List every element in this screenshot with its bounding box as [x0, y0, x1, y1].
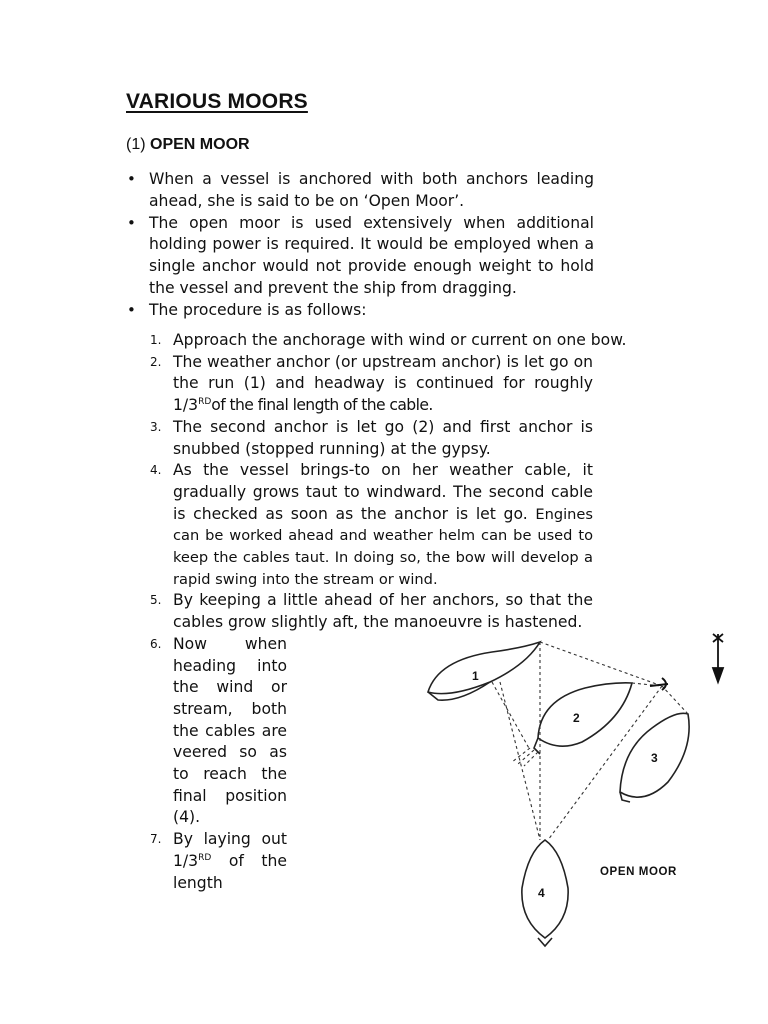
step-text: By keeping a little ahead of her anchors, so that the cables grow slightly aft, the manoeuvre is hastened. [173, 591, 593, 632]
step-number: 1. [150, 333, 162, 347]
cable-line [492, 682, 530, 750]
step-number: 5. [150, 593, 162, 608]
step-text: The weather anchor (or upstream anchor) is let go on the run (1) and headway is continued for roughly 1/3 [173, 352, 593, 415]
cable-line [524, 752, 538, 766]
step-superscript: RD [198, 396, 212, 407]
cable-line [518, 750, 534, 764]
step-item [150, 352, 593, 417]
bullet-item: • The procedure is as follows: [126, 300, 594, 322]
section-heading [126, 136, 250, 154]
vessel-position-4: 4 [538, 886, 545, 900]
cable-line [662, 686, 688, 714]
step-text: The second anchor is let go (2) and first anchor is snubbed (stopped running) at the gypsy. [173, 417, 593, 458]
cable-line [548, 686, 662, 840]
bullet-list [126, 169, 594, 322]
step-item [150, 330, 683, 352]
open-moor-diagram [400, 620, 730, 955]
bullet-item: • The open moor is used extensively when additional holding power is required. It would be employed when a single anchor would not provide enough weight to hold the vessel and prevent the ship from dragging. [126, 213, 594, 300]
vessel-stern-4 [538, 938, 552, 946]
step-text: By laying out 1/3 [173, 830, 287, 870]
step-number: 2. [150, 354, 162, 369]
cable-line [500, 682, 540, 840]
step-text: Now when heading into the wind or stream, both the cables are veered so as to reach the final position (4). [173, 634, 287, 827]
step-text: of the length [173, 851, 287, 892]
diagram-caption: OPEN MOOR [600, 866, 677, 878]
step-superscript: RD [198, 852, 212, 863]
step-item [150, 634, 287, 829]
step-text: As the vessel brings-to on her weather cable, it gradually grows taut to windward. The second cable is checked as soon as the anchor is let go. [173, 461, 593, 523]
step-item [150, 417, 593, 460]
step-number: 4. [150, 463, 162, 478]
vessel-position-3: 3 [651, 751, 658, 765]
step-item [150, 829, 287, 894]
section-title: OPEN MOOR [150, 136, 250, 153]
cable-line [512, 748, 530, 762]
vessel-position-1: 1 [472, 669, 479, 683]
section-number: (1) [126, 136, 146, 153]
vessel-position-2: 2 [573, 711, 580, 725]
vessel-outline-2 [538, 683, 632, 746]
anchor-icon [650, 678, 668, 690]
step-number: 6. [150, 636, 162, 651]
wind-direction-arrow-icon [713, 634, 723, 682]
cable-line [540, 642, 662, 686]
step-text: of the final length of the cable. [211, 396, 433, 415]
step-text: Approach the anchorage with wind or current on one bow. [173, 331, 627, 349]
step-text: Engines can be worked ahead and weather helm can be used to keep the cables taut. In doing so, the bow will develop a rapid swing into the stream or wind. [173, 505, 593, 588]
step-number: 3. [150, 419, 162, 434]
step-item [150, 460, 593, 590]
vessel-outline-4 [522, 840, 568, 938]
page-title: VARIOUS MOORS [126, 90, 308, 113]
vessel-stern-2 [534, 738, 540, 754]
bullet-item: • When a vessel is anchored with both anchors leading ahead, she is said to be on ‘Open Moor’. [126, 169, 594, 213]
step-number: 7. [150, 832, 162, 847]
